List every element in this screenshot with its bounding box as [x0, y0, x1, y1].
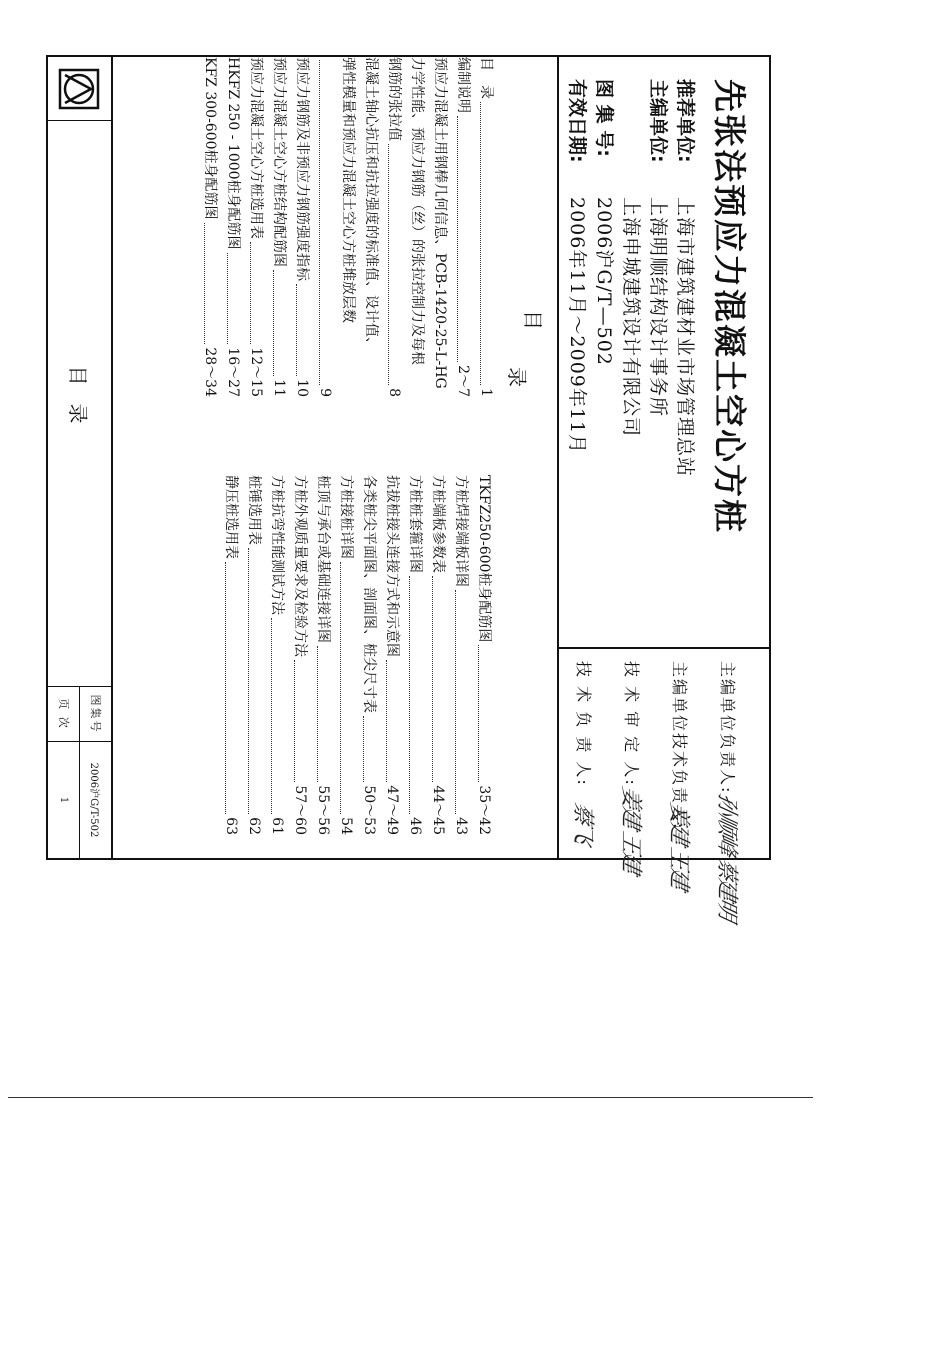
info-label: 图 集 号: — [593, 79, 615, 157]
toc-entry — [380, 475, 403, 835]
info-row-atlas-number — [590, 79, 617, 647]
toc-entry-line: 力学性能、预应力钢筋（丝）的张拉控制力及每根 — [409, 57, 425, 365]
toc-entry — [221, 57, 244, 397]
toc-entry — [219, 475, 242, 835]
toc-column-left — [198, 57, 497, 397]
toc-entry — [267, 57, 290, 397]
toc-page: 46 — [407, 817, 423, 835]
toc-title: 预应力钢筋及非预应力钢筋强度指标 — [294, 57, 310, 281]
toc-page: 11 — [271, 379, 287, 397]
toc-entry — [426, 475, 449, 835]
toc-title: KFZ 300-600桩身配筋图 — [202, 57, 218, 220]
resp-label: 技 术 负 责 人: — [574, 661, 594, 787]
toc-page: 9 — [317, 388, 333, 397]
toc-entry — [242, 475, 265, 835]
page-number-label: 页 次 — [48, 687, 80, 742]
signature: 蔡飞 — [570, 799, 596, 846]
toc-page: 28～34 — [202, 347, 218, 397]
toc-page: 10 — [294, 379, 310, 397]
atlas-number-value: 2006沪G/T-502 — [88, 762, 100, 838]
title-block — [48, 57, 113, 858]
toc-entry — [382, 57, 405, 397]
page-number-value: 1 — [58, 796, 70, 804]
toc-title: 桩顶与承台或基础连接详图 — [315, 475, 331, 643]
toc-entry — [311, 475, 334, 835]
toc-title: 方桩桩套箍详图 — [407, 475, 423, 573]
cover-info-panel — [559, 57, 769, 649]
toc-entry — [265, 475, 288, 835]
resp-row-chief — [705, 661, 753, 922]
atlas-title: 先张法预应力混凝土空心方桩 — [710, 79, 749, 534]
scan-artifact-line — [8, 1097, 813, 1098]
toc-entry — [198, 57, 221, 397]
info-value: 上海申城建筑设计有限公司 — [620, 197, 642, 438]
toc-page: 35～42 — [476, 785, 492, 835]
institute-logo-icon — [48, 57, 111, 121]
info-label: 推荐单位: — [674, 79, 696, 163]
toc-page: 8 — [386, 388, 402, 397]
toc-page: 12～15 — [248, 347, 264, 397]
info-row-validity — [563, 79, 590, 647]
resp-label: 主编单位负责人: — [718, 661, 738, 795]
toc-title: 钢筋的张拉值 — [386, 57, 402, 141]
toc-page: 63 — [223, 817, 239, 835]
sheet-name: 目录 — [48, 121, 111, 687]
toc-page: 16～27 — [225, 347, 241, 397]
toc-page: 43 — [453, 817, 469, 835]
info-value: 上海市建筑建材业市场管理总站 — [674, 197, 696, 478]
toc-entry — [357, 475, 380, 835]
toc-page: 2～7 — [455, 365, 471, 397]
toc-title: TKFZ250-600桩身配筋图 — [476, 475, 492, 643]
toc-heading: 录 — [505, 367, 529, 387]
toc-title: 方桩端板参数表 — [430, 475, 446, 573]
toc-page: 44～45 — [430, 785, 446, 835]
toc-entry-line: 预应力混凝土用钢棒几何信息、PCB-1420-25-L-HG — [432, 57, 448, 389]
toc-page: 47～49 — [384, 785, 400, 835]
toc-title: 预应力混凝土空心方桩结构配筋图 — [271, 57, 287, 267]
resp-row-tech-lead — [561, 661, 609, 858]
resp-label: 主编单位技术负责人: — [670, 661, 690, 831]
table-of-contents — [109, 57, 557, 858]
info-value: 2006沪G/T—502 — [593, 197, 615, 366]
toc-heading: 目 — [521, 310, 545, 336]
toc-entry — [449, 475, 472, 835]
toc-entry — [313, 57, 336, 397]
info-value: 上海明顺结构设计事务所 — [647, 197, 669, 418]
toc-page: 50～53 — [361, 785, 377, 835]
toc-title: 编制说明 — [455, 57, 471, 113]
toc-entry — [334, 475, 357, 835]
signature: 姜建 王建 — [618, 783, 644, 874]
toc-title: 方桩焊接端板详图 — [453, 475, 469, 587]
resp-row-reviewer — [609, 661, 657, 874]
toc-entry — [290, 57, 313, 397]
toc-title: 方桩外观质量要求及检验方法 — [292, 475, 308, 657]
toc-entry — [403, 475, 426, 835]
toc-title: 预应力混凝土空心方桩选用表 — [248, 57, 264, 239]
toc-title: 各类桩尖平面图、剖面图、桩尖尺寸表 — [361, 475, 377, 713]
info-row-editor-2 — [617, 79, 644, 647]
toc-entry-line: 弹性模量和预应力混凝土空心方桩堆放层数 — [340, 57, 356, 323]
toc-column-right — [219, 475, 495, 835]
resp-row-tech-chief — [657, 661, 705, 891]
toc-page: 54 — [338, 817, 354, 835]
toc-entry — [244, 57, 267, 397]
signature: 姜建 王建 — [666, 799, 692, 891]
info-row-recommender — [671, 79, 698, 647]
toc-title: 静压桩选用表 — [223, 475, 239, 559]
toc-page: 1 — [478, 388, 494, 397]
info-row-editor — [644, 79, 671, 647]
title-block-fields — [48, 687, 111, 858]
toc-entry — [451, 57, 474, 397]
toc-entry — [288, 475, 311, 835]
info-value: 2006年11月～2009年11月 — [566, 197, 588, 455]
toc-title: 方桩接桩详图 — [338, 475, 354, 559]
drawing-sheet — [46, 55, 771, 922]
toc-title: 抗拔桩接头连接方式和示意图 — [384, 475, 400, 657]
responsibility-panel — [559, 649, 769, 922]
toc-entry-line: 混凝土轴心抗压和抗拉强度的标准值、设计值、 — [363, 57, 379, 351]
page-number-row — [48, 687, 80, 858]
resp-label: 技 术 审 定 人: — [622, 661, 642, 787]
toc-page: 57～60 — [292, 785, 308, 835]
toc-entry — [472, 475, 495, 835]
info-label: 有效日期: — [566, 79, 588, 163]
toc-title: HKFZ 250 - 1000桩身配筋图 — [225, 57, 241, 250]
toc-title: 桩锤选用表 — [246, 475, 262, 545]
toc-page: 55～56 — [315, 785, 331, 835]
atlas-number-label: 图集号 — [81, 687, 112, 742]
signature: 孙顺峰 蔡建明 — [714, 791, 740, 922]
toc-entry — [474, 57, 497, 397]
toc-page: 62 — [246, 817, 262, 835]
toc-title: 方桩抗弯性能测试方法 — [269, 475, 285, 615]
info-label: 主编单位: — [647, 79, 669, 163]
toc-page: 61 — [269, 817, 285, 835]
atlas-number-row — [80, 687, 112, 858]
info-label — [617, 79, 644, 197]
toc-title: 目 录 — [478, 57, 494, 99]
cover-band — [557, 57, 769, 922]
